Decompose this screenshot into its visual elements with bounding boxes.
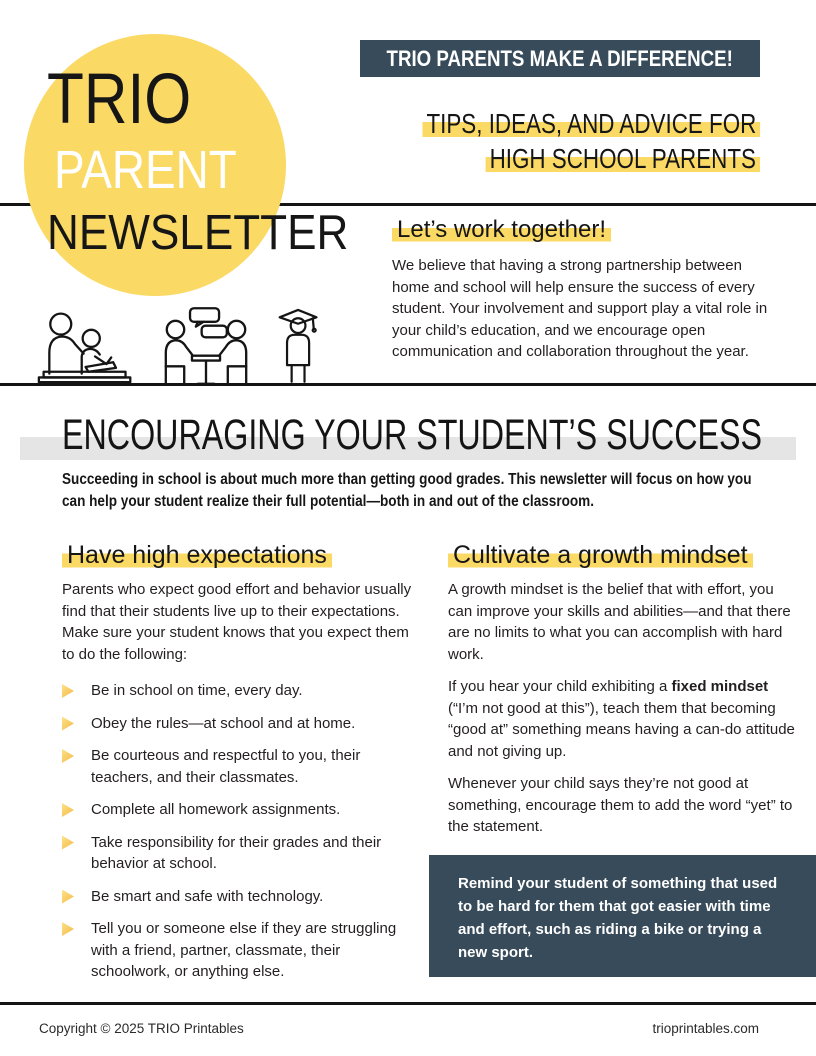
column-high-expectations (62, 541, 418, 994)
logo-word-newsletter: NEWSLETTER (47, 206, 349, 260)
logo-word-parent: PARENT (54, 140, 237, 200)
website-text: trioprintables.com (652, 1021, 759, 1036)
copyright-text: Copyright © 2025 TRIO Printables (39, 1021, 244, 1036)
section-title: ENCOURAGING YOUR STUDENT’S SUCCESS (62, 411, 763, 459)
footer-divider-line (0, 1002, 816, 1005)
section-intro: Succeeding in school is about much more than getting good grades. This newsletter will focus on how you can help your student realize their full potential—both in and out of the classroom. (62, 471, 752, 510)
tagline-line-2: HIGH SCHOOL PARENTS (486, 143, 760, 174)
arrow-bullet-icon (62, 922, 74, 936)
parent-helping-child-icon (36, 306, 136, 386)
left-column-heading: Have high expectations (62, 541, 332, 569)
graduate-icon (276, 302, 322, 386)
list-item: Be smart and safe with technology. (62, 886, 418, 908)
list-item: Take responsibility for their grades and their behavior at school. (62, 832, 418, 875)
right-column-paragraph-1: A growth mindset is the belief that with effort, you can improve your skills and abilities—and that there are no limits to what you can accomplish with hard work. (448, 581, 791, 663)
welcome-section (392, 216, 782, 363)
column-growth-mindset (448, 541, 798, 838)
list-item: Obey the rules—at school and at home. (62, 713, 418, 735)
logo-word-trio: TRIO (47, 60, 192, 139)
welcome-paragraph: We believe that having a strong partnership between home and school will help ensure the success of every student. Your involvement and support play a vital role in your child’s education, and we encourage open communication and collaboration throughout the year. (392, 257, 768, 360)
masthead-icons (36, 302, 322, 386)
left-column-paragraph: Parents who expect good effort and behavior usually find that their students live up to their expectations. Make sure your student knows that you expect them to do the following: (62, 581, 412, 663)
callout-box (429, 855, 816, 977)
tagline (338, 106, 760, 176)
top-banner-text: TRIO PARENTS MAKE A DIFFERENCE! (386, 45, 734, 71)
arrow-bullet-icon (62, 803, 74, 817)
callout-text: Remind your student of something that used to be hard for them that got easier with time and effort, such as riding a bike or trying a new sport. (458, 875, 778, 961)
top-banner (360, 40, 760, 77)
arrow-bullet-icon (62, 684, 74, 698)
right-column-paragraph-3: Whenever your child says they’re not good at something, encourage them to add the word “yet” to the statement. (448, 775, 793, 835)
list-item: Be in school on time, every day. (62, 680, 418, 702)
arrow-bullet-icon (62, 836, 74, 850)
list-item: Be courteous and respectful to you, their teachers, and their classmates. (62, 745, 418, 788)
right-column-heading: Cultivate a growth mindset (448, 541, 753, 569)
list-item: Complete all homework assignments. (62, 799, 418, 821)
expectations-list (62, 680, 418, 983)
fixed-mindset-emphasis: fixed mindset (671, 678, 769, 695)
arrow-bullet-icon (62, 890, 74, 904)
arrow-bullet-icon (62, 749, 74, 763)
list-item: Tell you or someone else if they are struggling with a friend, partner, classmate, their schoolwork, or anything else. (62, 918, 418, 983)
welcome-heading: Let’s work together! (392, 216, 611, 243)
arrow-bullet-icon (62, 717, 74, 731)
parents-meeting-icon (160, 306, 252, 386)
right-column-paragraph-2: If you hear your child exhibiting a fixed mindset (“I’m not good at this”), teach them that becoming “good at” something means having a can-do attitude and not giving up. (448, 678, 795, 760)
tagline-line-1: TIPS, IDEAS, AND ADVICE FOR (422, 108, 760, 139)
